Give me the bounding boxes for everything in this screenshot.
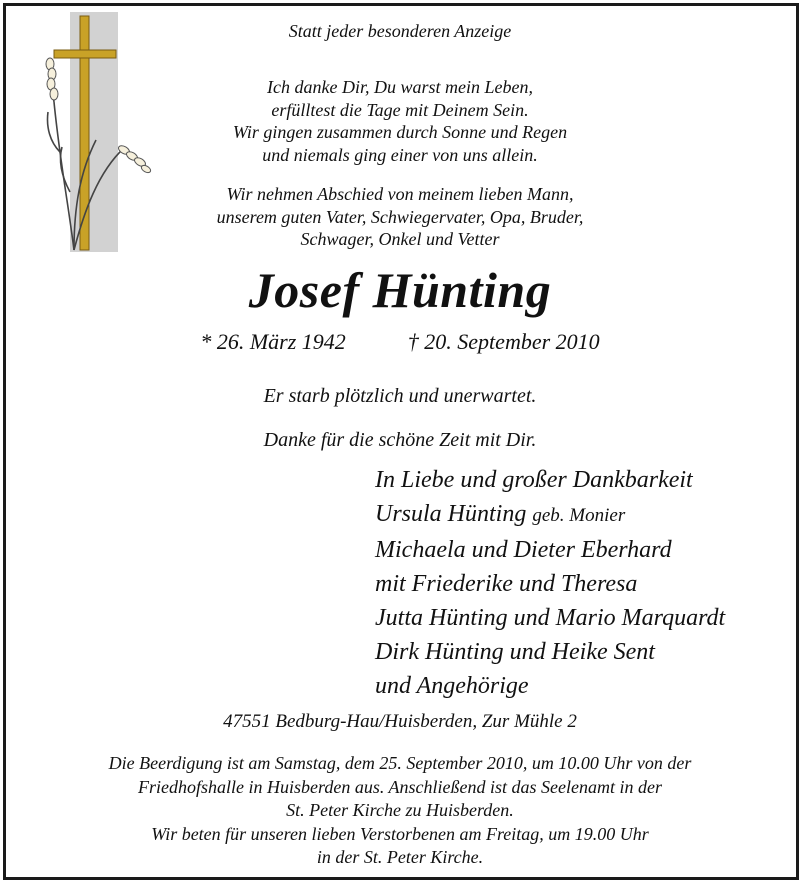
farewell-line: Schwager, Onkel und Vetter: [300, 229, 500, 249]
funeral-line: in der St. Peter Kirche.: [316, 847, 484, 867]
funeral-info: [0, 752, 800, 870]
family-member: Dirk Hünting und Heike Sent: [375, 639, 655, 665]
funeral-line: Wir beten für unseren lieben Verstorbenen am Freitag, um 19.00 Uhr: [151, 823, 649, 844]
birth-date: * 26. März 1942: [200, 329, 346, 354]
thanks-note: Danke für die schöne Zeit mit Dir.: [263, 429, 537, 451]
poem-line: und niemals ging einer von uns allein.: [262, 144, 538, 165]
widow-maiden-name: geb. Monier: [532, 505, 626, 526]
notice-text: Statt jeder besonderen Anzeige: [288, 21, 512, 41]
death-date: † 20. September 2010: [407, 329, 600, 354]
notice-header: [0, 19, 800, 43]
poem-line: erfülltest die Tage mit Deinem Sein.: [271, 99, 529, 120]
farewell-line: unserem guten Vater, Schwiegervater, Opa, Bruder,: [216, 206, 584, 227]
farewell-line: Wir nehmen Abschied von meinem lieben Mann,: [226, 184, 574, 204]
poem-line: Wir gingen zusammen durch Sonne und Regen: [232, 122, 568, 142]
poem: [0, 76, 800, 166]
life-dates: [0, 328, 800, 356]
widow-name: Ursula Hünting: [375, 501, 527, 527]
family-intro: In Liebe und großer Dankbarkeit: [375, 467, 693, 493]
family-member: Michaela und Dieter Eberhard: [375, 537, 672, 563]
family-member: und Angehörige: [375, 673, 529, 699]
funeral-line: St. Peter Kirche zu Huisberden.: [286, 800, 514, 820]
family-address: 47551 Bedburg-Hau/Huisberden, Zur Mühle 2: [223, 711, 577, 732]
death-note: Er starb plötzlich und unerwartet.: [263, 385, 537, 407]
funeral-line: Die Beerdigung ist am Samstag, dem 25. September 2010, um 10.00 Uhr von der: [108, 753, 692, 773]
widow-line: [375, 497, 725, 533]
poem-line: Ich danke Dir, Du warst mein Leben,: [267, 77, 533, 97]
family-member: Jutta Hünting und Mario Marquardt: [375, 605, 726, 631]
family-list: [375, 463, 725, 703]
farewell-text: [0, 183, 800, 251]
deceased-name: Josef Hünting: [248, 262, 552, 318]
funeral-line: Friedhofshalle in Huisberden aus. Anschließend ist das Seelenamt in der: [138, 776, 662, 797]
family-member: mit Friederike und Theresa: [375, 571, 638, 597]
